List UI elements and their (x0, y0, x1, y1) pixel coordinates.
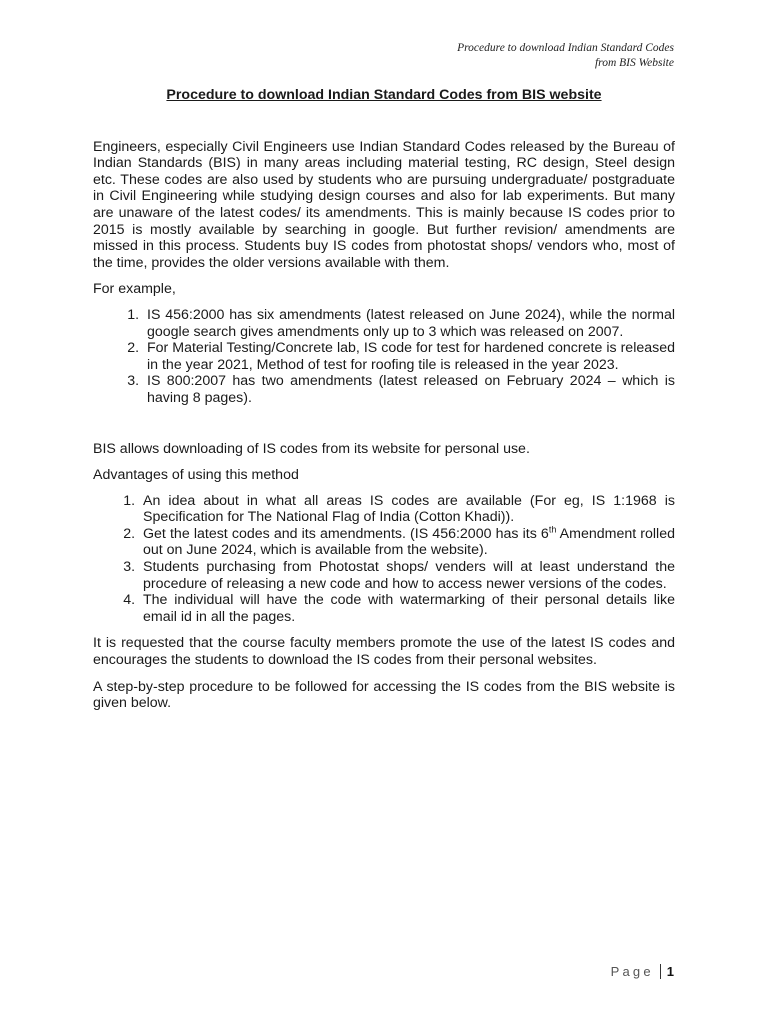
advantages-heading: Advantages of using this method (93, 467, 299, 484)
step-by-step-paragraph: A step-by-step procedure to be followed for accessing the IS codes from the BIS website is given below. (93, 678, 675, 712)
example-item-1: 1. IS 456:2000 has six amendments (latest released on June 2024), while the normal google search gives amendments only up to 3 which was released on 2007. (143, 307, 675, 340)
running-header-line-1: Procedure to download Indian Standard Codes (457, 42, 674, 54)
for-example-label: For example, (93, 281, 176, 298)
superscript-th: th (548, 524, 557, 535)
document-body (93, 87, 675, 722)
advantage-item-2-text-start: Get the latest codes and its amendments. (IS 456:2000 has its 6 (143, 525, 549, 542)
advantages-list (93, 493, 675, 626)
examples-list (93, 307, 675, 407)
running-header (457, 41, 674, 71)
example-item-3: 3. IS 800:2007 has two amendments (latest released on February 2024 – which is having 8 pages). (143, 373, 675, 406)
document-title: Procedure to download Indian Standard Codes from BIS website (166, 87, 602, 103)
request-paragraph: It is requested that the course faculty members promote the use of the latest IS codes and encourages the students to download the IS codes from their personal websites. (93, 635, 675, 669)
running-header-line-2: from BIS Website (594, 57, 674, 69)
advantage-item-4: 4. The individual will have the code with watermarking of their personal details like email id in all the pages. (139, 592, 675, 625)
page-footer (611, 964, 674, 979)
advantage-item-2-text-end: Amendment rolled out on June 2024, which is available from the website). (143, 525, 675, 559)
bis-allows-paragraph: BIS allows downloading of IS codes from its website for personal use. (93, 440, 530, 457)
advantage-item-1: 1. An idea about in what all areas IS codes are available (For eg, IS 1:1968 is Specification for The National Flag of India (Cotton Khadi)). (139, 493, 675, 526)
intro-paragraph: Engineers, especially Civil Engineers use Indian Standard Codes released by the Bureau of Indian Standards (BIS) in many areas including material testing, RC design, Steel design etc. These codes are also used by students who are pursuing undergraduate/ postgraduate in Civil Engineering while studying design courses and also for lab experiments. But many are unaware of the latest codes/ its amendments. This is mainly because IS codes prior to 2015 is mostly available by searching in google. But further revision/ amendments are missed in this process. Students buy IS codes from photostat shops/ vendors who, most of the time, provides the older versions available with them. (93, 138, 675, 271)
advantage-item-3: 3. Students purchasing from Photostat shops/ venders will at least understand the procedure of releasing a new code and how to access newer versions of the codes. (139, 559, 675, 592)
example-item-2: 2. For Material Testing/Concrete lab, IS code for test for hardened concrete is released in the year 2021, Method of test for roofing tile is released in the year 2023. (143, 340, 675, 373)
footer-separator (660, 964, 661, 979)
page-label: Page (610, 964, 654, 979)
advantage-item-2 (139, 526, 675, 559)
page-number: 1 (666, 964, 674, 979)
